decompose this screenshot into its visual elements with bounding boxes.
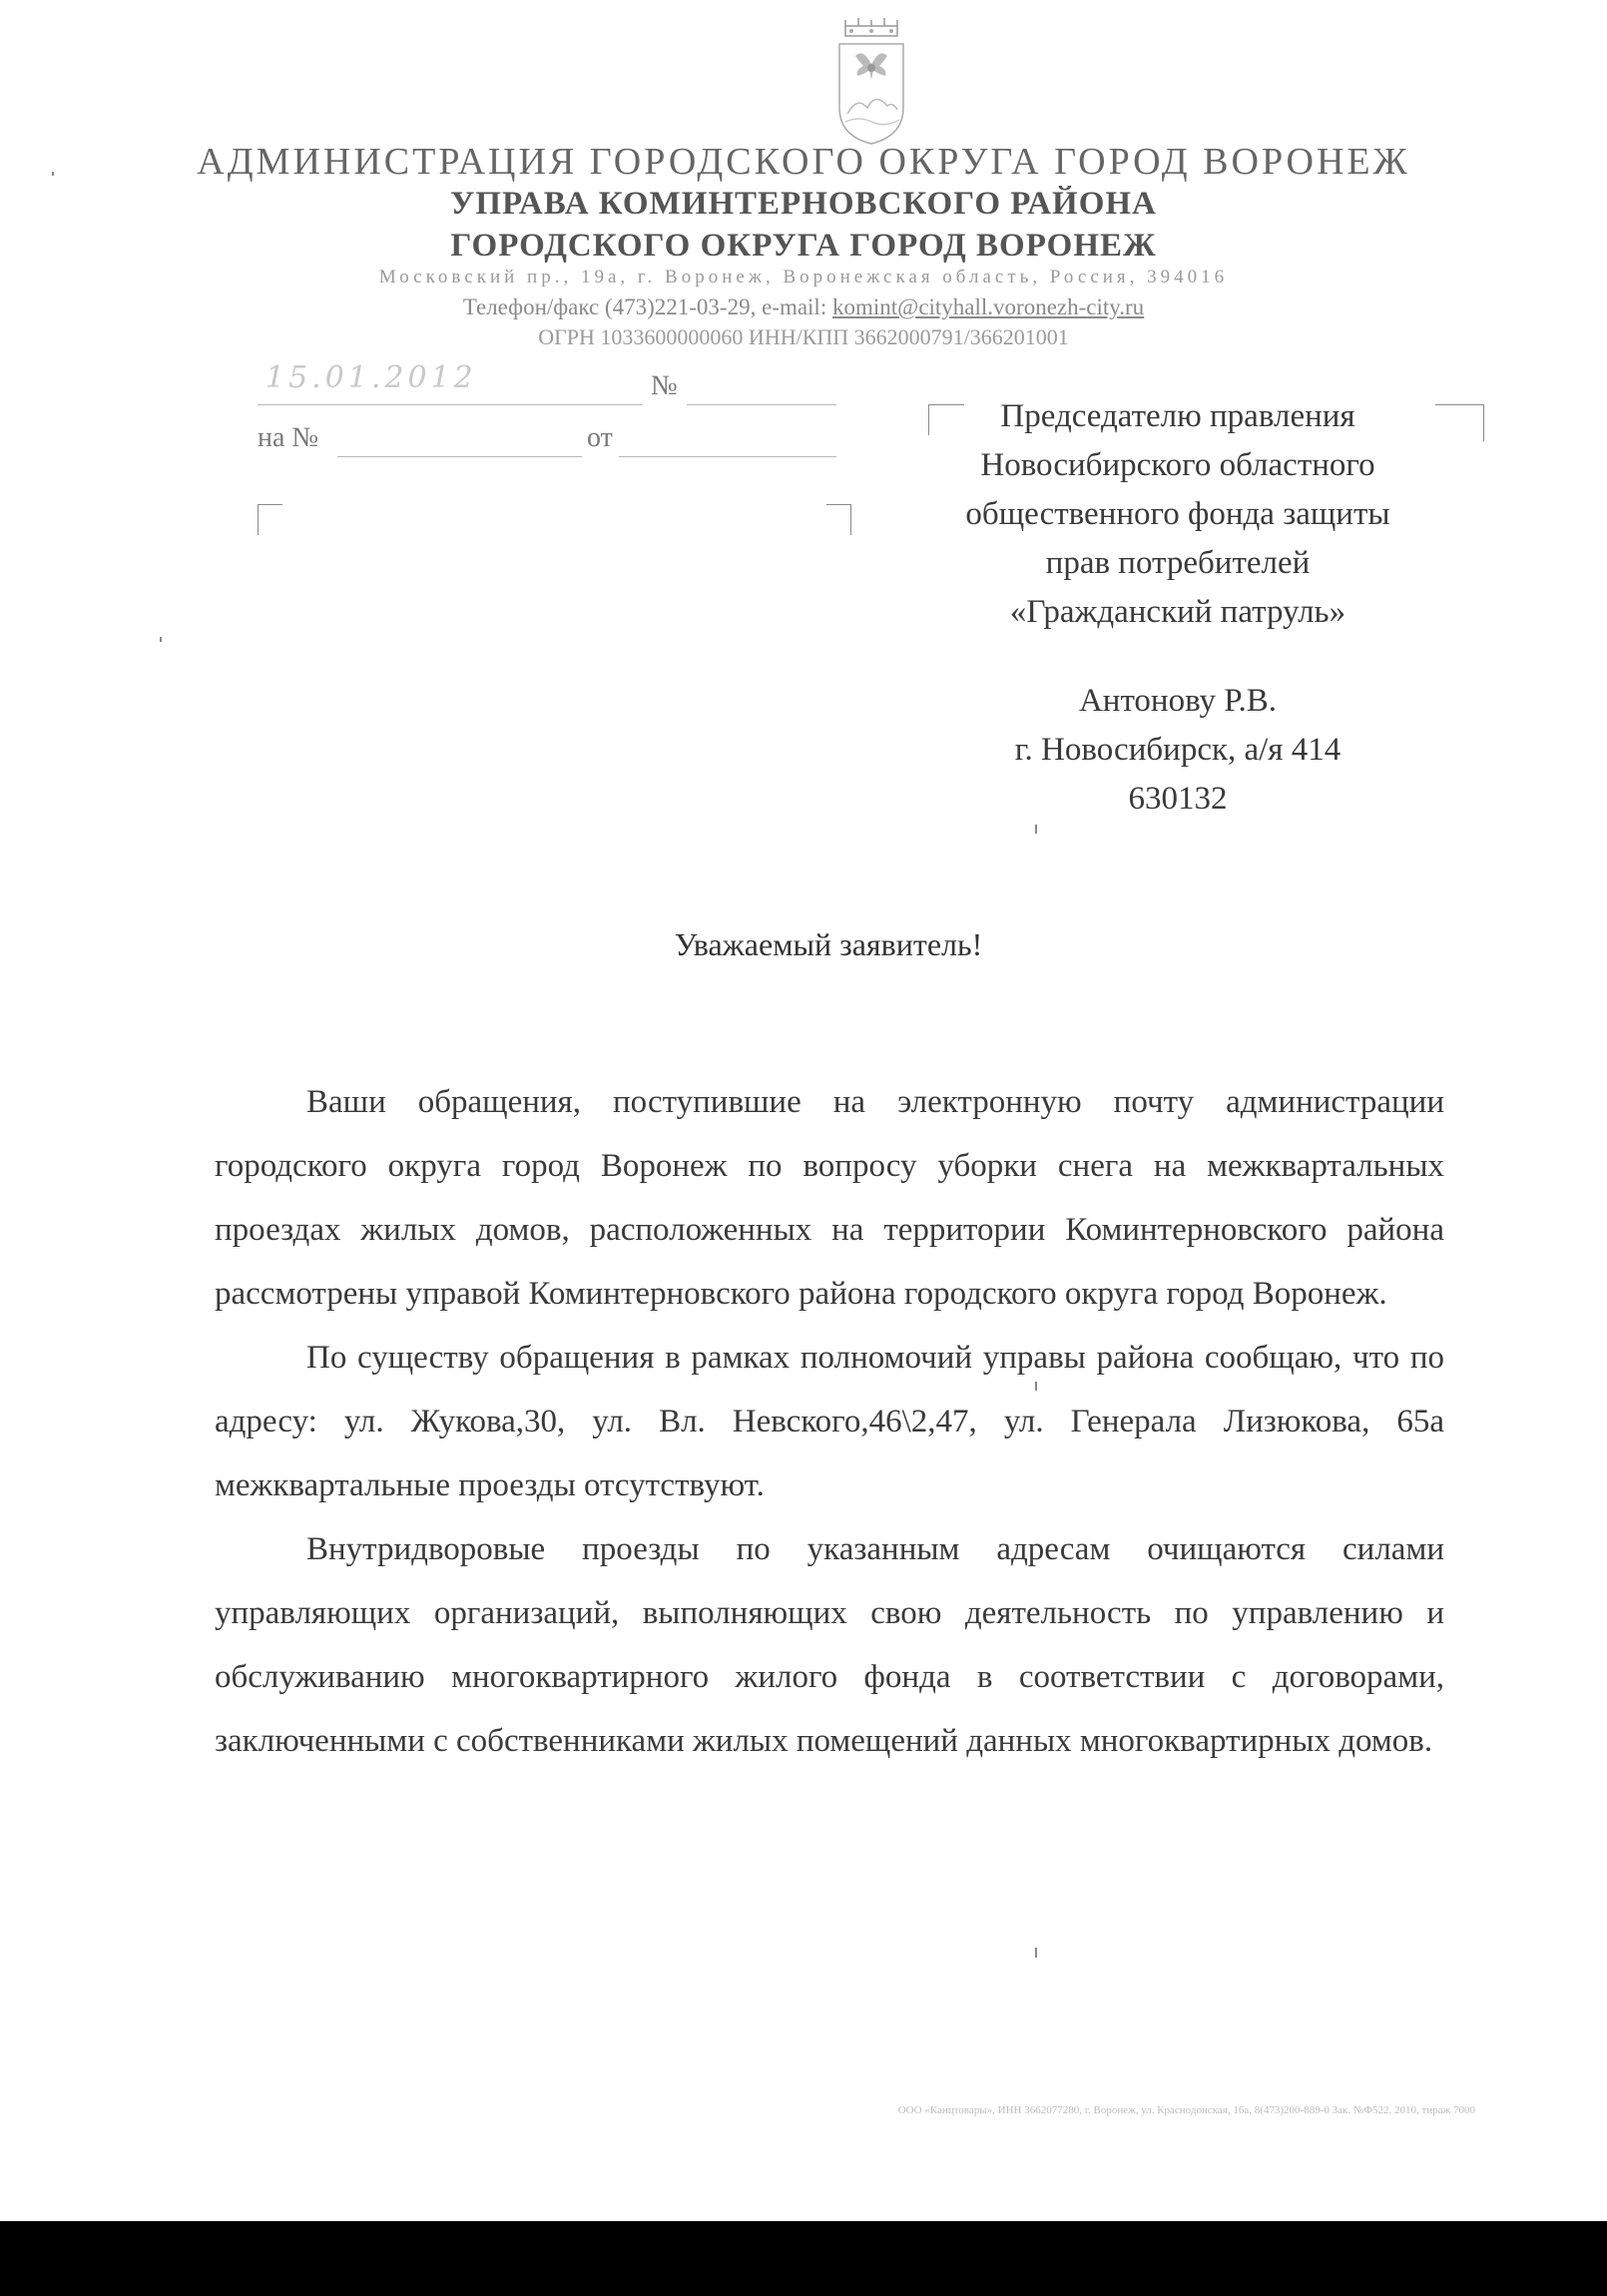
printer-imprint: ООО «Канцтовары», ИНН 3662077280, г. Воронеж, ул. Краснодонская, 16а, 8(473)200-889-0 Зак. №Ф522. 2010, тираж 7000	[897, 2104, 1475, 2116]
from-label: от	[587, 422, 613, 453]
coat-of-arms-icon	[831, 18, 911, 148]
addressee-line-3: общественного фонда защиты	[965, 496, 1390, 532]
scan-speck	[52, 172, 54, 176]
scan-speck	[1035, 1948, 1037, 1958]
addressee-postcode: 630132	[1128, 781, 1228, 817]
scan-speck	[160, 637, 162, 642]
contact-line	[0, 294, 1607, 320]
number-label: №	[651, 370, 678, 401]
administration-title: АДМИНИСТРАЦИЯ ГОРОДСКОГО ОКРУГА ГОРОД ВОРОНЕЖ	[197, 141, 1410, 183]
number-line	[687, 404, 836, 405]
body-paragraph-1: Ваши обращения, поступившие на электронную почту администрации городского округа город Воронеж по вопросу уборки снега на межквартальных проездах жилых домов, расположенных на территории Коминтерновского района рассмотрены управой Коминтерновского района городского округа город Воронеж.	[215, 1084, 1444, 1312]
addressee-line-1: Председателю правления	[1000, 398, 1355, 434]
phone-fax: Телефон/факс (473)221-03-29, e-mail:	[462, 294, 832, 319]
reference-date-line	[619, 456, 836, 457]
date-line	[258, 404, 643, 405]
body-paragraph-2: По существу обращения в рамках полномочий управы района сообщаю, что по адресу: ул. Жукова,30, ул. Вл. Невского,46\2,47, ул. Генерала Лизюкова, 65а межквартальные проезды отсутствуют.	[215, 1340, 1444, 1503]
scan-speck	[1035, 825, 1037, 834]
reference-number-line	[337, 456, 582, 457]
salutation: Уважаемый заявитель!	[674, 926, 983, 962]
addressee-gap	[898, 637, 1457, 677]
corner-mark-top-left	[258, 504, 282, 535]
addressee-name: Антонову Р.В.	[1078, 683, 1278, 719]
addressee-line-4: прав потребителей	[1045, 545, 1311, 581]
letter-body	[215, 1070, 1444, 1773]
addressee-line-5: «Гражданский патруль»	[1009, 594, 1346, 630]
handwritten-date: 15.01.2012	[266, 360, 477, 395]
uprava-title-line1: УПРАВА КОМИНТЕРНОВСКОГО РАЙОНА	[450, 186, 1157, 222]
registration-block	[258, 360, 841, 504]
postal-address: Московский пр., 19а, г. Воронеж, Воронежская область, Россия, 394016	[378, 267, 1229, 287]
scan-speck	[1035, 1382, 1037, 1391]
addressee-line-2: Новосибирского областного	[980, 447, 1375, 483]
email-link[interactable]: komint@cityhall.voronezh-city.ru	[831, 294, 1145, 319]
uprava-title-line2: ГОРОДСКОГО ОКРУГА ГОРОД ВОРОНЕЖ	[450, 228, 1157, 264]
addressee-block	[898, 392, 1457, 824]
registration-codes: ОГРН 1033600000060 ИНН/КПП 3662000791/366201001	[538, 324, 1069, 349]
corner-mark-top-right	[826, 504, 851, 535]
addressee-city: г. Новосибирск, а/я 414	[1014, 732, 1341, 768]
reference-label: на №	[258, 422, 319, 453]
body-paragraph-3: Внутридворовые проезды по указанным адресам очищаются силами управляющих организаций, выполняющих свою деятельность по управлению и обслуживанию многоквартирного жилого фонда в соответствии с договорами, заключенными с собственниками жилых помещений данных многоквартирных домов.	[215, 1531, 1444, 1759]
